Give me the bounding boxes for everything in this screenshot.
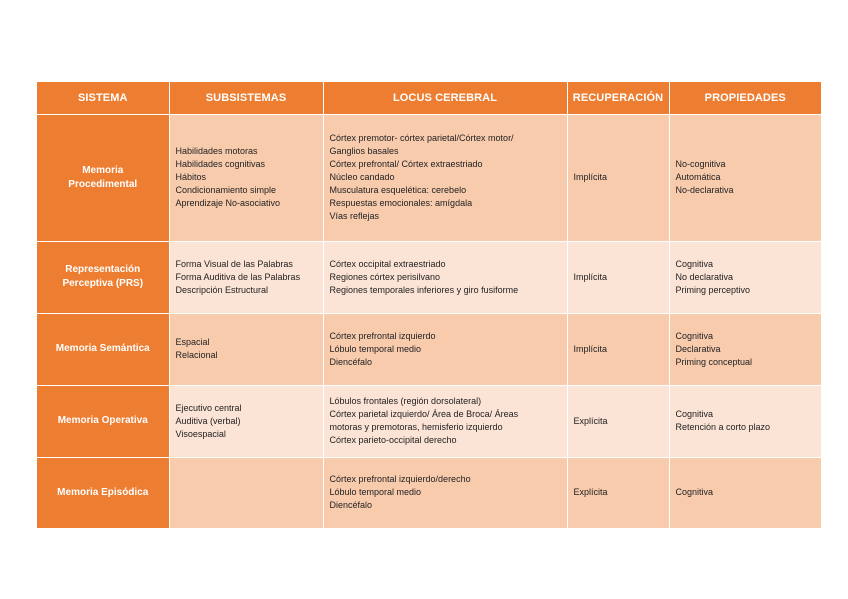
- recuperacion-cell: Implícita: [567, 241, 669, 313]
- memory-systems-table: [37, 82, 821, 529]
- locus-item: Diencéfalo: [329, 356, 373, 367]
- subsistemas-cell: [169, 313, 323, 385]
- locus-item: Lóbulo temporal medio: [329, 487, 422, 497]
- recuperacion-cell: Explícita: [567, 457, 669, 528]
- subsistema-item: Hábitos: [175, 172, 207, 182]
- locus-item: Lóbulos frontales (región dorsolateral): [329, 396, 482, 406]
- locus-item: Córtex prefrontal izquierdo/derecho: [329, 474, 471, 484]
- subsistemas-cell: [169, 385, 323, 457]
- propiedad-item: Automática: [675, 172, 721, 182]
- locus-item: Córtex parieto-occipital derecho: [329, 435, 457, 445]
- recuperacion-cell: Implícita: [567, 313, 669, 385]
- table-header-row: [37, 82, 821, 114]
- subsistema-item: Habilidades cognitivas: [175, 159, 266, 169]
- locus-item: motoras y premotoras, hemisferio izquierdo: [329, 422, 503, 432]
- propiedad-item: No-declarativa: [675, 185, 734, 195]
- propiedad-item: Declarativa: [675, 343, 721, 354]
- locus-cell: [323, 385, 567, 457]
- locus-item: Lóbulo temporal medio: [329, 343, 422, 354]
- propiedad-item: Priming perceptivo: [675, 284, 751, 295]
- locus-item: Diencéfalo: [329, 500, 373, 510]
- locus-item: Regiones temporales inferiores y giro fusiforme: [329, 284, 519, 295]
- locus-item: Núcleo candado: [329, 172, 395, 182]
- propiedad-item: No declarativa: [675, 271, 734, 282]
- propiedades-cell: [669, 114, 821, 241]
- propiedades-cell: [669, 313, 821, 385]
- subsistema-item: Forma Auditiva de las Palabras: [175, 271, 301, 282]
- table-row: [37, 385, 821, 457]
- locus-item: Vías reflejas: [329, 211, 380, 221]
- sistema-line: Memoria Episódica: [57, 486, 149, 498]
- header-sistema: SISTEMA: [37, 82, 169, 114]
- propiedad-item: No-cognitiva: [675, 159, 726, 169]
- sistema-line: Perceptiva (PRS): [62, 278, 144, 289]
- subsistemas-cell: [169, 457, 323, 528]
- locus-item: Córtex parietal izquierdo/ Área de Broca/ Áreas: [329, 409, 519, 419]
- subsistema-item: Aprendizaje No-asociativo: [175, 198, 281, 208]
- sistema-cell: [37, 114, 169, 241]
- propiedad-item: Cognitiva: [675, 330, 714, 341]
- subsistema-item: Visoespacial: [175, 428, 226, 439]
- sistema-cell: [37, 241, 169, 313]
- recuperacion-cell: Explícita: [567, 385, 669, 457]
- header-propiedades: PROPIEDADES: [669, 82, 821, 114]
- locus-cell: [323, 313, 567, 385]
- locus-cell: [323, 457, 567, 528]
- sistema-cell: [37, 313, 169, 385]
- locus-item: Regiones córtex perisilvano: [329, 271, 441, 282]
- subsistema-item: Ejecutivo central: [175, 402, 242, 413]
- header-subsistemas: SUBSISTEMAS: [169, 82, 323, 114]
- locus-item: Córtex premotor- córtex parietal/Córtex motor/: [329, 133, 514, 143]
- locus-item: Córtex prefrontal/ Córtex extraestriado: [329, 159, 483, 169]
- table-row: [37, 241, 821, 313]
- locus-item: Córtex occipital extraestriado: [329, 258, 446, 269]
- locus-cell: [323, 114, 567, 241]
- propiedad-item: Cognitiva: [675, 258, 714, 269]
- locus-item: Musculatura esquelética: cerebelo: [329, 185, 467, 195]
- subsistema-item: Forma Visual de las Palabras: [175, 258, 293, 269]
- subsistema-item: Habilidades motoras: [175, 146, 258, 156]
- subsistema-item: Condicionamiento simple: [175, 185, 277, 195]
- subsistema-item: Descripción Estructural: [175, 284, 269, 295]
- sistema-line: Representación: [65, 264, 141, 275]
- subsistema-item: Auditiva (verbal): [175, 415, 241, 426]
- subsistema-item: Espacial: [175, 337, 210, 347]
- sistema-line: Memoria Operativa: [57, 415, 148, 426]
- table-row: [37, 114, 821, 241]
- propiedades-cell: [669, 241, 821, 313]
- sistema-line: Memoria Semántica: [55, 343, 150, 354]
- locus-cell: [323, 241, 567, 313]
- propiedad-item: Priming conceptual: [675, 356, 753, 367]
- propiedades-cell: [669, 385, 821, 457]
- sistema-cell: [37, 385, 169, 457]
- table-row: [37, 457, 821, 528]
- recuperacion-cell: Implícita: [567, 114, 669, 241]
- propiedades-cell: [669, 457, 821, 528]
- propiedad-item: Retención a corto plazo: [675, 422, 771, 432]
- sistema-line: Procedimental: [68, 178, 138, 190]
- propiedad-item: Cognitiva: [675, 487, 714, 497]
- sistema-line: Memoria: [82, 164, 124, 176]
- propiedad-item: Cognitiva: [675, 409, 714, 419]
- table-row: [37, 313, 821, 385]
- locus-item: Córtex prefrontal izquierdo: [329, 330, 436, 341]
- subsistemas-cell: [169, 241, 323, 313]
- subsistema-item: Relacional: [175, 350, 218, 360]
- sistema-cell: [37, 457, 169, 528]
- header-locus-cerebral: LOCUS CEREBRAL: [323, 82, 567, 114]
- locus-item: Ganglios basales: [329, 146, 399, 156]
- subsistemas-cell: [169, 114, 323, 241]
- locus-item: Respuestas emocionales: amígdala: [329, 198, 473, 208]
- header-recuperacion: RECUPERACIÓN: [567, 82, 669, 114]
